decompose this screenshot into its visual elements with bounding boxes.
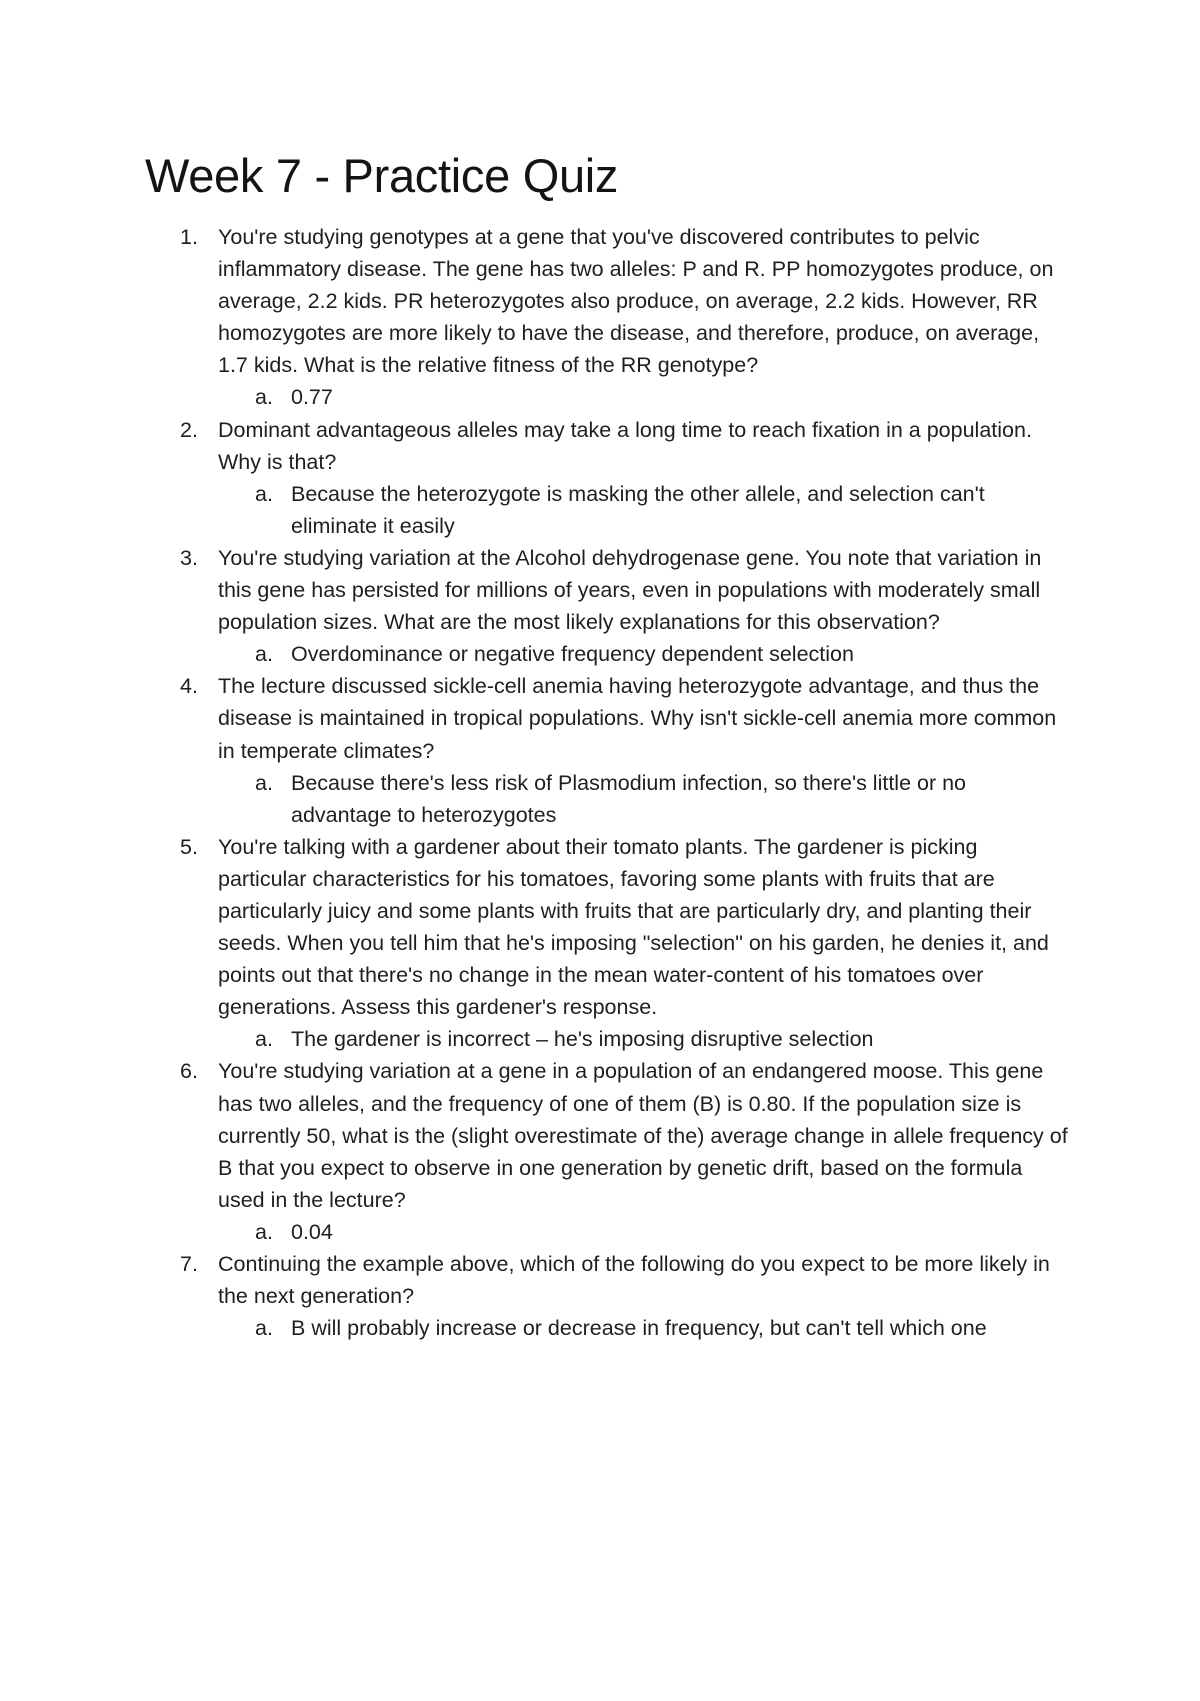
- answer-letter: a.: [255, 385, 273, 410]
- answer-text: 0.77: [291, 385, 333, 410]
- answer-text: The gardener is incorrect – he's imposing disruptive selection: [291, 1027, 874, 1052]
- answer-text: 0.04: [291, 1219, 333, 1244]
- question-number: 7.: [180, 1252, 198, 1276]
- answer-text: B will probably increase or decrease in frequency, but can't tell which one: [291, 1316, 987, 1341]
- question-item-3: [180, 542, 1068, 670]
- answer-item: [218, 767, 1068, 831]
- question-number: 5.: [180, 834, 198, 859]
- question-item-1: [180, 221, 1068, 414]
- answer-letter: a.: [255, 481, 273, 506]
- question-item-5: [180, 831, 1068, 1056]
- question-number: 2.: [180, 417, 198, 442]
- page-title: Week 7 - Practice Quiz: [145, 149, 619, 202]
- answer-item: [218, 1216, 1068, 1248]
- question-text: The lecture discussed sickle-cell anemia having heterozygote advantage, and thus the disease is maintained in tropical populations. Why isn't sickle-cell anemia more common in temperate climates?: [218, 674, 1057, 763]
- answer-letter: a.: [255, 1219, 273, 1244]
- question-text: You're studying variation at a gene in a population of an endangered moose. This gene has two alleles, and the frequency of one of them (B) is 0.80. If the population size is currently 50, what is the (slight overestimate of the) average change in allele frequency of B that you expect to observe in one generation by genetic drift, based on the formula used in the lecture?: [218, 1059, 1068, 1212]
- question-list: [180, 221, 1068, 1344]
- answer-item: [218, 381, 1068, 413]
- answer-letter: a.: [255, 1316, 273, 1341]
- question-number: 4.: [180, 674, 198, 699]
- question-text: Dominant advantageous alleles may take a long time to reach fixation in a population. Why is that?: [218, 417, 1032, 474]
- answer-text: Overdominance or negative frequency dependent selection: [291, 642, 854, 667]
- answer-item: [218, 638, 1068, 670]
- answer-item: [218, 1023, 1068, 1055]
- question-item-2: [180, 414, 1068, 542]
- question-text: You're studying genotypes at a gene that you've discovered contributes to pelvic inflammatory disease. The gene has two alleles: P and R. PP homozygotes produce, on average, 2.2 kids. PR heterozygotes also produce, on average, 2.2 kids. However, RR homozygotes are more likely to have the disease, and therefore, produce, on average, 1.7 kids. What is the relative fitness of the RR genotype?: [218, 225, 1054, 378]
- answer-text: Because there's less risk of Plasmodium infection, so there's little or no advantage to heterozygotes: [291, 770, 967, 827]
- question-item-7: [180, 1248, 1068, 1344]
- answer-item: [218, 1312, 1068, 1344]
- answer-letter: a.: [255, 1027, 273, 1052]
- question-text: You're studying variation at the Alcohol dehydrogenase gene. You note that variation in this gene has persisted for millions of years, even in populations with moderately small population sizes. What are the most likely explanations for this observation?: [218, 545, 1042, 635]
- answer-letter: a.: [255, 642, 273, 667]
- question-number: 3.: [180, 545, 198, 570]
- answer-text: Because the heterozygote is masking the other allele, and selection can't eliminate it easily: [291, 481, 985, 538]
- question-number: 1.: [180, 225, 198, 249]
- answer-item: [218, 478, 1068, 542]
- question-item-4: [180, 670, 1068, 830]
- question-item-6: [180, 1055, 1068, 1248]
- question-number: 6.: [180, 1059, 198, 1084]
- answer-letter: a.: [255, 770, 273, 795]
- question-text: You're talking with a gardener about their tomato plants. The gardener is picking particular characteristics for his tomatoes, favoring some plants with fruits that are particularly juicy and some plants with fruits that are particularly dry, and planting their seeds. When you tell him that he's imposing "selection" on his garden, he denies it, and points out that there's no change in the mean water-content of his tomatoes over generations. Assess this gardener's response.: [218, 834, 1049, 1020]
- question-text: Continuing the example above, which of the following do you expect to be more likely in the next generation?: [218, 1252, 1050, 1309]
